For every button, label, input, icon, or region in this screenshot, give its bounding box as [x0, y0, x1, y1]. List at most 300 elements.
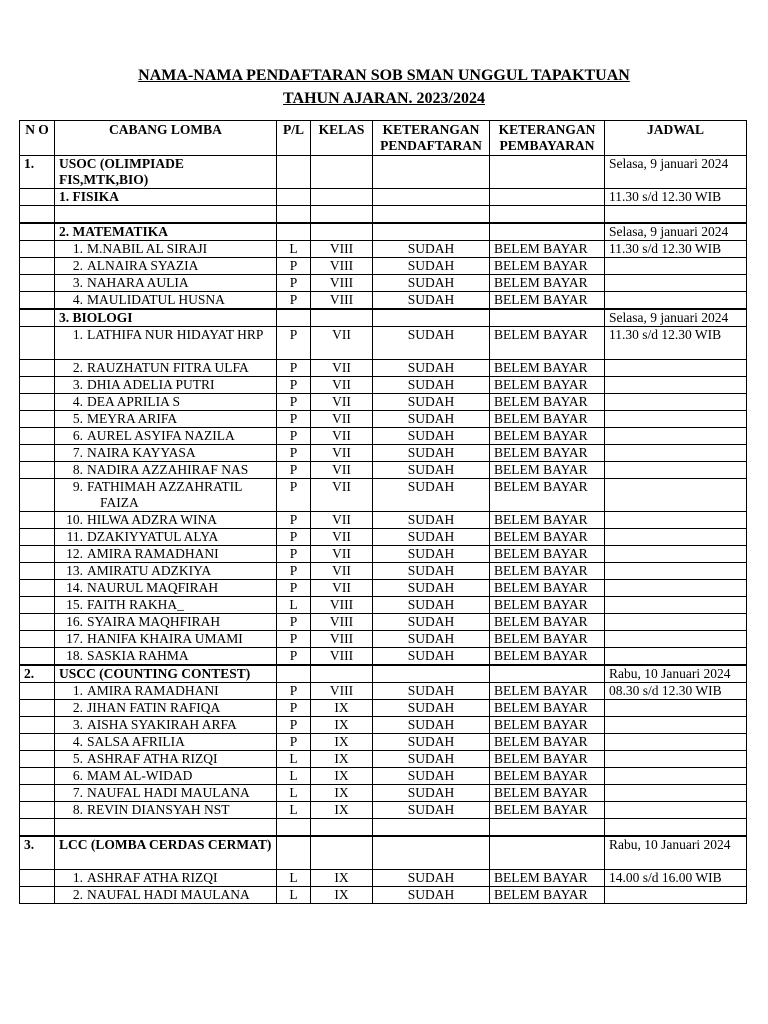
table-row [20, 546, 747, 563]
pendaftaran-status: SUDAH [373, 751, 490, 768]
gender-cell: P [277, 411, 311, 428]
row-no-cell [20, 360, 55, 377]
empty-cell [373, 665, 490, 683]
gender-cell: P [277, 445, 311, 462]
kelas-cell: IX [311, 717, 373, 734]
row-no-cell [20, 377, 55, 394]
document-title-line1: NAMA-NAMA PENDAFTARAN SOB SMAN UNGGUL TAPAKTUAN [138, 67, 630, 84]
participant-number: 1. [72, 327, 83, 342]
section-row-usoc [20, 156, 747, 189]
empty-cell [373, 309, 490, 327]
pembayaran-status: BELEM BAYAR [490, 327, 605, 360]
kelas-cell: VII [311, 479, 373, 512]
pendaftaran-status: SUDAH [373, 785, 490, 802]
participant-name: MAM AL-WIDAD [87, 768, 193, 783]
participant-name: RAUZHATUN FITRA ULFA [87, 360, 249, 375]
row-no-cell [20, 563, 55, 580]
pendaftaran-status: SUDAH [373, 683, 490, 700]
jadwal-cell [605, 580, 747, 597]
pembayaran-status: BELEM BAYAR [490, 648, 605, 666]
row-no-cell [20, 717, 55, 734]
gender-cell: P [277, 327, 311, 360]
section-jadwal: Selasa, 9 januari 2024 [605, 156, 747, 189]
row-no-cell [20, 512, 55, 529]
pendaftaran-status: SUDAH [373, 887, 490, 904]
participant-cell [55, 580, 277, 597]
kelas-cell: VII [311, 327, 373, 360]
header-no: N O [20, 121, 55, 156]
row-no-cell [20, 614, 55, 631]
row-no-cell [20, 887, 55, 904]
kelas-cell: VIII [311, 648, 373, 666]
pembayaran-status: BELEM BAYAR [490, 462, 605, 479]
subsection-name: 1. FISIKA [55, 189, 277, 206]
header-kelas: KELAS [311, 121, 373, 156]
empty-cell [605, 819, 747, 837]
pendaftaran-status: SUDAH [373, 512, 490, 529]
pembayaran-status: BELEM BAYAR [490, 597, 605, 614]
pendaftaran-status: SUDAH [373, 445, 490, 462]
participant-number: 1. [72, 683, 83, 698]
row-no-cell [20, 768, 55, 785]
row-no-cell [20, 648, 55, 666]
jadwal-cell [605, 479, 747, 512]
gender-cell: P [277, 648, 311, 666]
header-jadwal: JADWAL [605, 121, 747, 156]
section-name: USOC (OLIMPIADE FIS,MTK,BIO) [55, 156, 277, 189]
participant-name: ASHRAF ATHA RIZQI [87, 870, 218, 885]
jadwal-cell [605, 512, 747, 529]
participant-number: 3. [72, 717, 83, 732]
table-row [20, 683, 747, 700]
pembayaran-status: BELEM BAYAR [490, 512, 605, 529]
gender-cell: P [277, 292, 311, 310]
kelas-cell: VII [311, 563, 373, 580]
row-no-cell [20, 683, 55, 700]
section-jadwal: Selasa, 9 januari 2024 [605, 309, 747, 327]
gender-cell: L [277, 597, 311, 614]
participant-name: NAURUL MAQFIRAH [87, 580, 219, 595]
gender-cell: P [277, 462, 311, 479]
row-no-cell [20, 751, 55, 768]
row-no-cell [20, 597, 55, 614]
participant-number: 17. [66, 631, 83, 646]
pembayaran-status: BELEM BAYAR [490, 479, 605, 512]
table-row [20, 411, 747, 428]
pembayaran-status: BELEM BAYAR [490, 546, 605, 563]
jadwal-cell: 14.00 s/d 16.00 WIB [605, 870, 747, 887]
empty-cell [311, 819, 373, 837]
row-no-cell [20, 394, 55, 411]
table-row [20, 887, 747, 904]
pembayaran-status: BELEM BAYAR [490, 377, 605, 394]
jadwal-cell [605, 411, 747, 428]
participant-name: NAUFAL HADI MAULANA [87, 887, 250, 902]
participant-number: 3. [72, 377, 83, 392]
jadwal-cell [605, 614, 747, 631]
empty-cell [20, 819, 55, 837]
jadwal-cell [605, 648, 747, 666]
section-row-lcc [20, 836, 747, 870]
pendaftaran-status: SUDAH [373, 768, 490, 785]
pembayaran-status: BELEM BAYAR [490, 683, 605, 700]
participant-name: NAUFAL HADI MAULANA [87, 785, 250, 800]
participant-cell [55, 258, 277, 275]
kelas-cell: IX [311, 785, 373, 802]
gender-cell: P [277, 546, 311, 563]
pembayaran-status: BELEM BAYAR [490, 360, 605, 377]
gender-cell: L [277, 241, 311, 258]
participant-name: M.NABIL AL SIRAJI [87, 241, 208, 256]
participant-cell [55, 512, 277, 529]
pendaftaran-status: SUDAH [373, 327, 490, 360]
kelas-cell: VIII [311, 683, 373, 700]
pendaftaran-status: SUDAH [373, 717, 490, 734]
kelas-cell: VII [311, 377, 373, 394]
participant-number: 6. [72, 428, 83, 443]
table-row [20, 614, 747, 631]
pendaftaran-status: SUDAH [373, 802, 490, 819]
row-no-cell [20, 529, 55, 546]
section-name: USCC (COUNTING CONTEST) [55, 665, 277, 683]
subsection-row-matematika [20, 223, 747, 241]
participant-name: ALNAIRA SYAZIA [87, 258, 199, 273]
participant-number: 6. [72, 768, 83, 783]
participant-name: ASHRAF ATHA RIZQI [87, 751, 218, 766]
participant-name: AMIRA RAMADHANI [87, 683, 219, 698]
section-number: 1. [20, 156, 55, 189]
jadwal-cell [605, 546, 747, 563]
header-cabang-lomba: CABANG LOMBA [55, 121, 277, 156]
gender-cell: P [277, 428, 311, 445]
jadwal-cell [605, 597, 747, 614]
participant-cell [55, 529, 277, 546]
participant-name: DHIA ADELIA PUTRI [87, 377, 215, 392]
pendaftaran-status: SUDAH [373, 648, 490, 666]
pembayaran-status: BELEM BAYAR [490, 292, 605, 310]
participant-number: 3. [72, 275, 83, 290]
jadwal-cell [605, 768, 747, 785]
pembayaran-status: BELEM BAYAR [490, 394, 605, 411]
participant-number: 1. [72, 870, 83, 885]
table-row [20, 377, 747, 394]
pendaftaran-status: SUDAH [373, 597, 490, 614]
jadwal-cell [605, 700, 747, 717]
kelas-cell: IX [311, 734, 373, 751]
section-row-uscc [20, 665, 747, 683]
participant-cell [55, 411, 277, 428]
kelas-cell: IX [311, 700, 373, 717]
participant-number: 4. [72, 394, 83, 409]
pembayaran-status: BELEM BAYAR [490, 768, 605, 785]
row-no-cell [20, 445, 55, 462]
participant-cell [55, 275, 277, 292]
participant-number: 2. [72, 258, 83, 273]
participant-cell [55, 648, 277, 666]
participant-name: LATHIFA NUR HIDAYAT HRP [87, 327, 264, 342]
row-no-cell [20, 546, 55, 563]
table-row [20, 394, 747, 411]
participant-cell [55, 751, 277, 768]
row-no-cell [20, 292, 55, 310]
table-row [20, 785, 747, 802]
participant-name: SYAIRA MAQHFIRAH [87, 614, 221, 629]
pendaftaran-status: SUDAH [373, 241, 490, 258]
pendaftaran-status: SUDAH [373, 292, 490, 310]
row-no-cell [20, 580, 55, 597]
table-row [20, 563, 747, 580]
pendaftaran-status: SUDAH [373, 529, 490, 546]
section-number [20, 309, 55, 327]
table-row [20, 445, 747, 462]
table-row [20, 631, 747, 648]
empty-cell [490, 665, 605, 683]
empty-cell [55, 819, 277, 837]
gender-cell: P [277, 360, 311, 377]
participant-cell [55, 887, 277, 904]
gender-cell: L [277, 870, 311, 887]
kelas-cell: VIII [311, 614, 373, 631]
participant-number: 4. [72, 292, 83, 307]
row-no-cell [20, 275, 55, 292]
participant-cell [55, 614, 277, 631]
pembayaran-status: BELEM BAYAR [490, 275, 605, 292]
empty-cell [277, 665, 311, 683]
participant-name: NADIRA AZZAHIRAF NAS [87, 462, 249, 477]
participant-name: MAULIDATUL HUSNA [87, 292, 225, 307]
empty-cell [373, 836, 490, 870]
pembayaran-status: BELEM BAYAR [490, 700, 605, 717]
jadwal-cell [605, 360, 747, 377]
jadwal-cell [605, 717, 747, 734]
jadwal-cell [605, 258, 747, 275]
participant-number: 1. [72, 241, 83, 256]
kelas-cell: VII [311, 546, 373, 563]
participant-cell [55, 462, 277, 479]
pendaftaran-status: SUDAH [373, 546, 490, 563]
participant-cell [55, 479, 277, 512]
section-number: 3. [20, 836, 55, 870]
row-no-cell [20, 462, 55, 479]
pembayaran-status: BELEM BAYAR [490, 580, 605, 597]
participant-cell [55, 445, 277, 462]
participant-cell [55, 768, 277, 785]
gender-cell: P [277, 377, 311, 394]
participant-number: 15. [66, 597, 83, 612]
kelas-cell: VII [311, 462, 373, 479]
row-no-cell [20, 428, 55, 445]
participant-number: 7. [72, 785, 83, 800]
registration-table [19, 120, 747, 904]
participant-cell [55, 394, 277, 411]
subsection-jadwal: Selasa, 9 januari 2024 [605, 223, 747, 241]
jadwal-cell [605, 751, 747, 768]
participant-name: AMIRATU ADZKIYA [87, 563, 212, 578]
pembayaran-status: BELEM BAYAR [490, 411, 605, 428]
participant-number: 5. [72, 411, 83, 426]
participant-number: 14. [66, 580, 83, 595]
participant-cell [55, 428, 277, 445]
jadwal-cell: 11.30 s/d 12.30 WIB [605, 241, 747, 258]
row-no-cell [20, 479, 55, 512]
row-no-cell [20, 734, 55, 751]
table-row [20, 512, 747, 529]
table-row [20, 327, 747, 360]
jadwal-cell [605, 887, 747, 904]
gender-cell: P [277, 258, 311, 275]
participant-name: HANIFA KHAIRA UMAMI [87, 631, 243, 646]
document-title-line2: TAHUN AJARAN. 2023/2024 [283, 90, 485, 107]
jadwal-cell [605, 292, 747, 310]
empty-cell [311, 665, 373, 683]
section-jadwal: Rabu, 10 Januari 2024 [605, 665, 747, 683]
gender-cell: P [277, 717, 311, 734]
participant-number: 7. [72, 445, 83, 460]
participant-name: DEA APRILIA S [87, 394, 181, 409]
jadwal-cell [605, 802, 747, 819]
kelas-cell: VII [311, 529, 373, 546]
pendaftaran-status: SUDAH [373, 462, 490, 479]
participant-cell [55, 563, 277, 580]
gender-cell: P [277, 529, 311, 546]
section-name: LCC (LOMBA CERDAS CERMAT) [55, 836, 277, 870]
kelas-cell: VIII [311, 275, 373, 292]
pembayaran-status: BELEM BAYAR [490, 802, 605, 819]
pembayaran-status: BELEM BAYAR [490, 870, 605, 887]
pendaftaran-status: SUDAH [373, 377, 490, 394]
section-jadwal: Rabu, 10 Januari 2024 [605, 836, 747, 870]
pembayaran-status: BELEM BAYAR [490, 717, 605, 734]
jadwal-cell [605, 275, 747, 292]
table-row [20, 734, 747, 751]
table-row [20, 479, 747, 512]
pembayaran-status: BELEM BAYAR [490, 631, 605, 648]
participant-cell [55, 631, 277, 648]
participant-cell [55, 802, 277, 819]
empty-row [20, 206, 747, 224]
empty-cell [490, 836, 605, 870]
pendaftaran-status: SUDAH [373, 734, 490, 751]
header-pl: P/L [277, 121, 311, 156]
participant-number: 10. [66, 512, 83, 527]
pembayaran-status: BELEM BAYAR [490, 428, 605, 445]
pendaftaran-status: SUDAH [373, 275, 490, 292]
participant-name: AMIRA RAMADHANI [87, 546, 219, 561]
empty-cell [373, 819, 490, 837]
row-no-cell [20, 258, 55, 275]
row-no-cell [20, 700, 55, 717]
gender-cell: L [277, 887, 311, 904]
gender-cell: P [277, 580, 311, 597]
table-header-row [20, 121, 747, 156]
table-row [20, 597, 747, 614]
row-no-cell [20, 631, 55, 648]
kelas-cell: VII [311, 411, 373, 428]
header-keterangan-pembayaran: KETERANGAN PEMBAYARAN [490, 121, 605, 156]
header-keterangan-pendaftaran: KETERANGAN PENDAFTARAN [373, 121, 490, 156]
empty-row [20, 819, 747, 837]
participant-name: SALSA AFRILIA [87, 734, 185, 749]
pembayaran-status: BELEM BAYAR [490, 258, 605, 275]
gender-cell: P [277, 512, 311, 529]
gender-cell: P [277, 614, 311, 631]
participant-name: NAHARA AULIA [87, 275, 189, 290]
gender-cell: L [277, 751, 311, 768]
participant-name: REVIN DIANSYAH NST [87, 802, 230, 817]
pendaftaran-status: SUDAH [373, 258, 490, 275]
pembayaran-status: BELEM BAYAR [490, 563, 605, 580]
pendaftaran-status: SUDAH [373, 479, 490, 512]
participant-cell [55, 597, 277, 614]
participant-number: 8. [72, 462, 83, 477]
gender-cell: L [277, 785, 311, 802]
kelas-cell: VIII [311, 241, 373, 258]
pembayaran-status: BELEM BAYAR [490, 751, 605, 768]
empty-cell [490, 309, 605, 327]
section-number: 2. [20, 665, 55, 683]
row-no-cell [20, 802, 55, 819]
participant-number: 11. [66, 529, 83, 544]
jadwal-cell [605, 785, 747, 802]
table-row [20, 870, 747, 887]
participant-number: 5. [72, 751, 83, 766]
table-row [20, 529, 747, 546]
subsection-name: 2. MATEMATIKA [55, 223, 277, 241]
row-no-cell [20, 241, 55, 258]
participant-cell [55, 546, 277, 563]
pendaftaran-status: SUDAH [373, 563, 490, 580]
table-row [20, 258, 747, 275]
table-row [20, 648, 747, 666]
kelas-cell: VII [311, 394, 373, 411]
participant-number: 16. [66, 614, 83, 629]
table-row [20, 751, 747, 768]
participant-cell [55, 700, 277, 717]
pembayaran-status: BELEM BAYAR [490, 734, 605, 751]
gender-cell: P [277, 734, 311, 751]
participant-number: 2. [72, 360, 83, 375]
table-row [20, 428, 747, 445]
pendaftaran-status: SUDAH [373, 580, 490, 597]
pembayaran-status: BELEM BAYAR [490, 445, 605, 462]
participant-name: HILWA ADZRA WINA [87, 512, 217, 527]
pendaftaran-status: SUDAH [373, 700, 490, 717]
participant-number: 18. [66, 648, 83, 663]
row-no-cell [20, 327, 55, 360]
table-row [20, 802, 747, 819]
empty-cell [490, 819, 605, 837]
participant-name: NAIRA KAYYASA [87, 445, 196, 460]
participant-number: 8. [72, 802, 83, 817]
kelas-cell: VII [311, 360, 373, 377]
jadwal-cell [605, 377, 747, 394]
participant-cell [55, 327, 277, 360]
table-row [20, 241, 747, 258]
participant-number: 2. [72, 887, 83, 902]
participant-name: AUREL ASYIFA NAZILA [87, 428, 235, 443]
participant-number: 12. [66, 546, 83, 561]
jadwal-cell: 11.30 s/d 12.30 WIB [605, 327, 747, 360]
participant-name: FAITH RAKHA_ [87, 597, 184, 612]
participant-cell [55, 870, 277, 887]
participant-name: FATHIMAH AZZAHRATIL FAIZA [87, 479, 242, 510]
gender-cell: P [277, 394, 311, 411]
empty-cell [277, 836, 311, 870]
participant-number: 9. [72, 479, 83, 494]
table-row [20, 462, 747, 479]
kelas-cell: VII [311, 428, 373, 445]
table-row [20, 580, 747, 597]
